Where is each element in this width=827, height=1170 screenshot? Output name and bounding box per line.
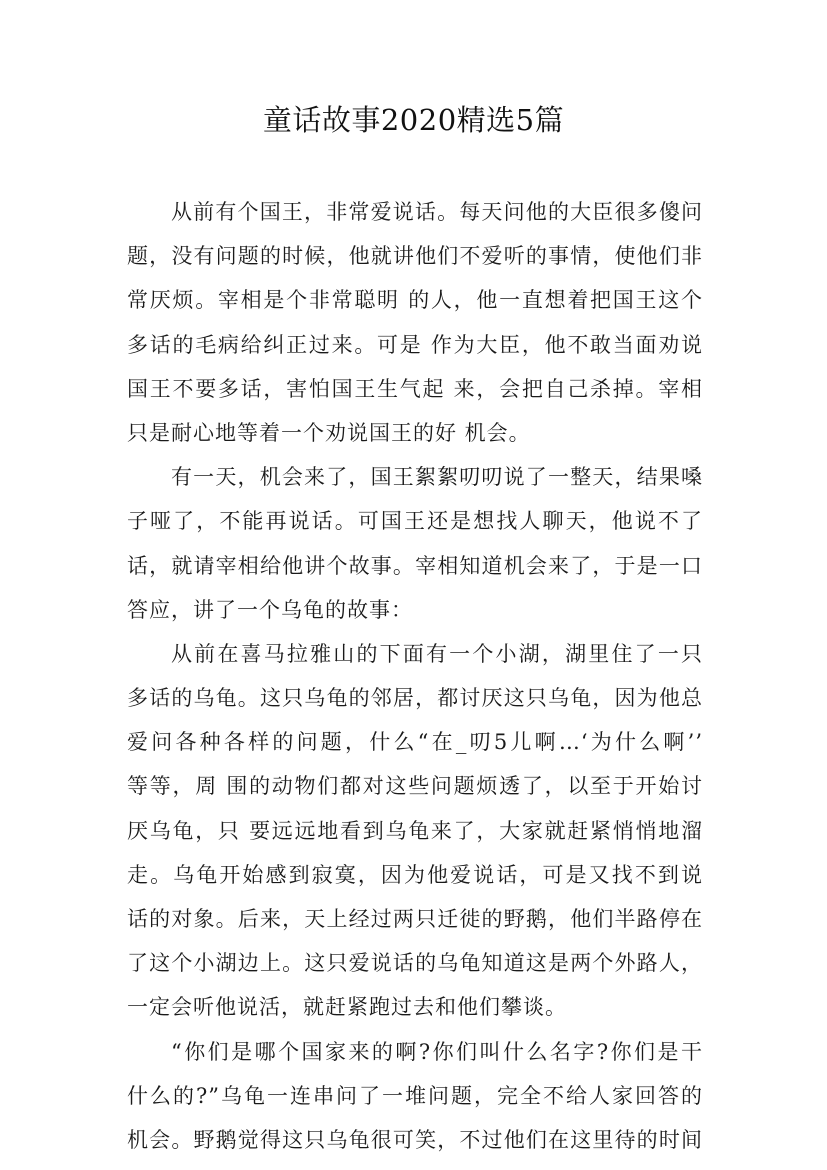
- body-line: 多话的乌龟。这只乌龟的邻居，都讨厌这只乌龟，因为他总: [127, 686, 703, 711]
- body-line: 等等，周 围的动物们都对这些问题烦透了，以至于开始讨: [127, 774, 703, 799]
- body-line: 有一天，机会来了，国王絮絮叨叨说了一整天，结果嗓: [171, 465, 703, 490]
- document-body: [127, 190, 703, 1162]
- body-line: 走。乌龟开始感到寂寞，因为他爱说话，可是又找不到说: [127, 862, 703, 887]
- body-line: 多话的毛病给纠正过来。可是 作为大臣，他不敢当面劝说: [127, 332, 703, 357]
- document-title: 童话故事2020精选5篇: [262, 103, 565, 137]
- body-line: 厌乌龟，只 要远远地看到乌龟来了，大家就赶紧悄悄地溜: [127, 818, 703, 843]
- body-line: 常厌烦。宰相是个非常聪明 的人，他一直想着把国王这个: [127, 288, 703, 313]
- body-line: 子哑了，不能再说话。可国王还是想找人聊天，他说不了: [127, 509, 703, 534]
- body-line: 话，就请宰相给他讲个故事。宰相知道机会来了，于是一口: [127, 553, 703, 578]
- body-line: 了这个小湖边上。这只爱说话的乌龟知道这是两个外路人，: [127, 951, 703, 976]
- body-line: 话的对象。后来，天上经过两只迁徙的野鹅，他们半路停在: [127, 907, 703, 931]
- body-line: 答应，讲了一个乌龟的故事：: [127, 597, 413, 622]
- body-line: 题，没有问题的时候，他就讲他们不爱听的事情，使他们非: [127, 244, 703, 269]
- body-line: 国王不要多话，害怕国王生气起 来，会把自己杀掉。宰相: [127, 376, 703, 401]
- body-line: 只是耐心地等着一个劝说国王的好 机会。: [127, 420, 531, 445]
- body-line: 机会。野鹅觉得这只乌龟很可笑，不过他们在这里待的时间: [127, 1127, 703, 1152]
- body-line: 爱问各种各样的问题，什么“在_叨5儿啊…‘为什么啊’’: [127, 730, 703, 755]
- body-line: “你们是哪个国家来的啊?你们叫什么名字?你们是干: [171, 1039, 703, 1064]
- body-line: 从前有个国王，非常爱说话。每天问他的大臣很多傻问: [171, 200, 703, 224]
- body-line: 一定会听他说活，就赶紧跑过去和他们攀谈。: [127, 995, 567, 1020]
- body-line: 什么的?”乌龟一连串问了一堆问题，完全不给人家回答的: [127, 1083, 703, 1108]
- body-line: 从前在喜马拉雅山的下面有一个小湖，湖里住了一只: [171, 641, 703, 666]
